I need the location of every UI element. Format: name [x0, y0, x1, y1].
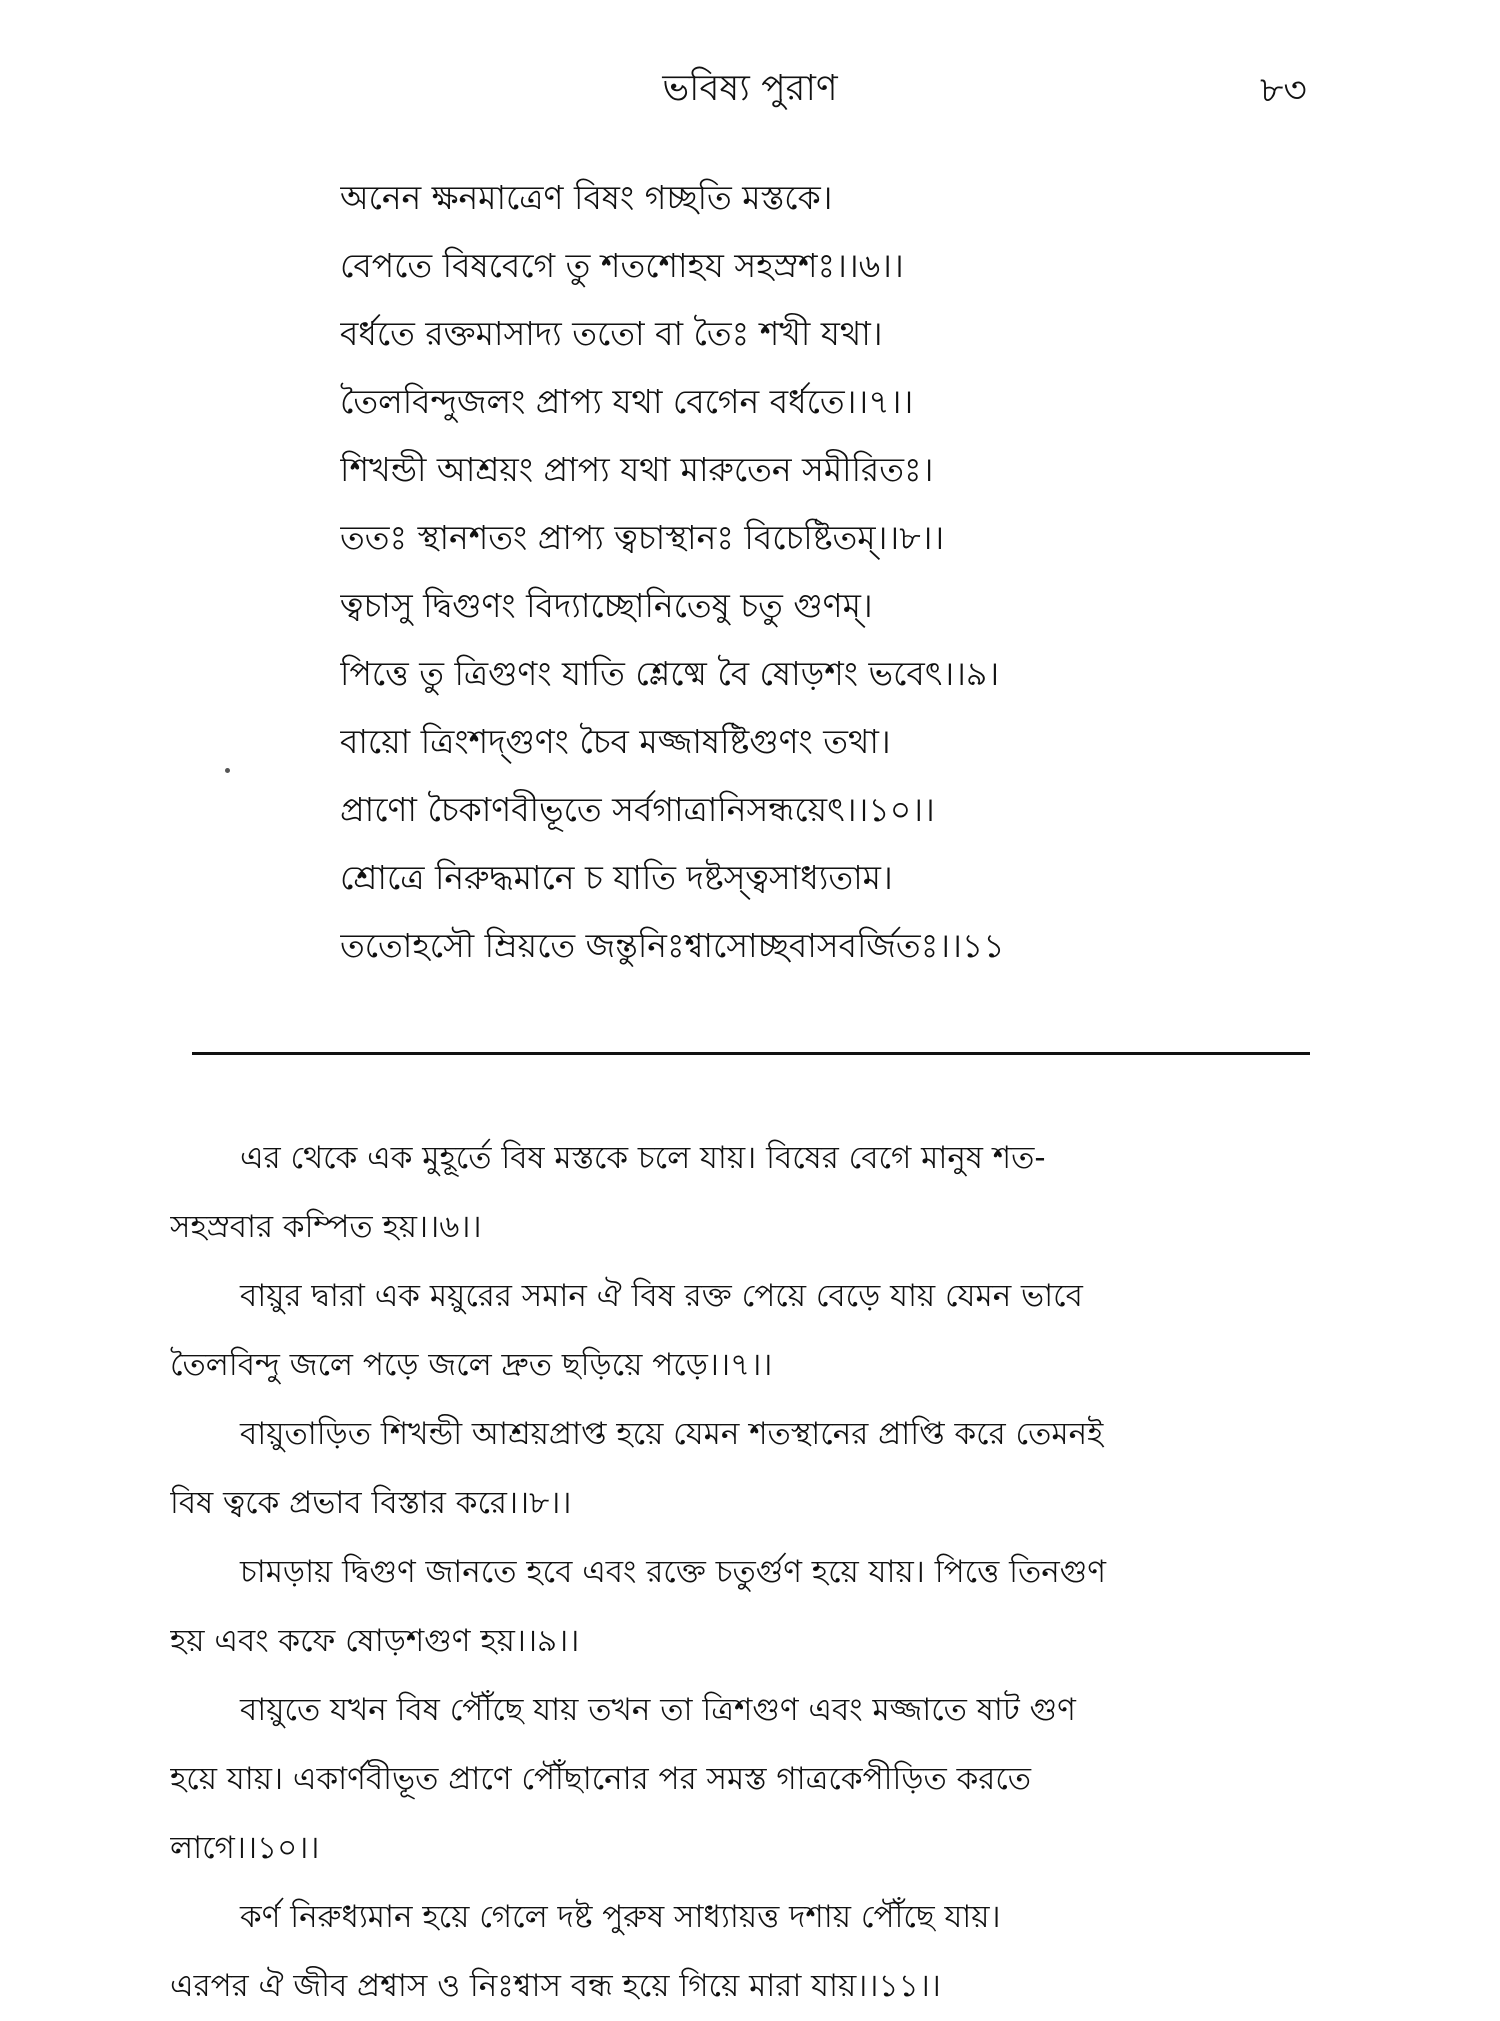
translation-line: চামড়ায় দ্বিগুণ জানতে হবে এবং রক্তে চতুর্গুণ হয়ে যায়। পিত্তে তিনগুণ	[240, 1554, 1106, 1590]
verse-line: পিত্তে তু ত্রিগুণং যাতি শ্লেষ্মে বৈ ষোড়শং ভবেৎ।।৯।	[340, 654, 1000, 693]
section-divider	[192, 1052, 1310, 1055]
verse-line: বেপতে বিষবেগে তু শতশোহয সহস্রশঃ।।৬।।	[340, 246, 904, 285]
translation-line: বায়ুর দ্বারা এক ময়ুরের সমান ঐ বিষ রক্ত পেয়ে বেড়ে যায় যেমন ভাবে	[240, 1278, 1083, 1314]
verse-line: ততোহসৌ ম্রিয়তে জন্তুনিঃশ্বাসোচ্ছবাসবর্জিতঃ।।১১	[340, 926, 1005, 965]
verse-line: প্রাণো চৈকাণবীভূতে সর্বগাত্রানিসন্ধয়েৎ।।১০।।	[340, 790, 935, 829]
print-speck	[225, 768, 230, 773]
translation-line: লাগে।।১০।।	[170, 1830, 320, 1866]
translation-line: হয়ে যায়। একার্ণবীভূত প্রাণে পৌঁছানোর পর সমস্ত গাত্রকেপীড়িত করতে	[170, 1761, 1032, 1797]
verse-line: শিখন্ডী আশ্রয়ং প্রাপ্য যথা মারুতেন সমীরিতঃ।	[340, 450, 934, 489]
verse-line: শ্রোত্রে নিরুদ্ধমানে চ যাতি দষ্টস্ত্বসাধ্যতাম।	[340, 858, 893, 897]
verse-line: ত্বচাসু দ্বিগুণং বিদ্যাচ্ছোনিতেষু চতু গুণম্।	[340, 586, 873, 625]
page-number: ৮৩	[1260, 70, 1307, 111]
bengali-translation-block	[170, 1124, 1335, 2021]
verse-line: বর্ধতে রক্তমাসাদ্য ততো বা তৈঃ শখী যথা।	[340, 314, 883, 353]
translation-line: তৈলবিন্দু জলে পড়ে জলে দ্রুত ছড়িয়ে পড়ে।।৭।।	[170, 1347, 773, 1383]
verse-line: ততঃ স্থানশতং প্রাপ্য ত্বচাস্থানঃ বিচেষ্টিতম্।।৮।।	[340, 518, 945, 557]
verse-line: তৈলবিন্দুজলং প্রাপ্য যথা বেগেন বর্ধতে।।৭।।	[340, 382, 914, 421]
translation-line: কর্ণ নিরুধ্যমান হয়ে গেলে দষ্ট পুরুষ সাধ্যায়ত্ত দশায় পৌঁছে যায়।	[240, 1899, 1001, 1935]
verse-line: অনেন ক্ষনমাত্রেণ বিষং গচ্ছতি মস্তকে।	[340, 178, 833, 217]
translation-line: সহস্রবার কম্পিত হয়।।৬।।	[170, 1209, 482, 1245]
translation-line: বিষ ত্বকে প্রভাব বিস্তার করে।।৮।।	[170, 1485, 572, 1521]
translation-line: হয় এবং কফে ষোড়শগুণ হয়।।৯।।	[170, 1623, 580, 1659]
translation-line: বায়ুতাড়িত শিখন্ডী আশ্রয়প্রাপ্ত হয়ে যেমন শতস্থানের প্রাপ্তি করে তেমনই	[240, 1416, 1104, 1452]
translation-line: এরপর ঐ জীব প্রশ্বাস ও নিঃশ্বাস বন্ধ হয়ে গিয়ে মারা যায়।।১১।।	[170, 1968, 941, 2004]
page-title: ভবিষ্য পুরাণ	[662, 68, 838, 109]
translation-line: বায়ুতে যখন বিষ পৌঁছে যায় তখন তা ত্রিশগুণ এবং মজ্জাতে ষাট গুণ	[240, 1692, 1076, 1728]
verse-line: বায়ো ত্রিংশদ্গুণং চৈব মজ্জাষষ্টিগুণং তথা।	[340, 722, 891, 761]
sanskrit-verse-block	[340, 164, 1240, 980]
translation-line: এর থেকে এক মুহূর্তে বিষ মস্তকে চলে যায়। বিষের বেগে মানুষ শত-	[240, 1140, 1046, 1176]
